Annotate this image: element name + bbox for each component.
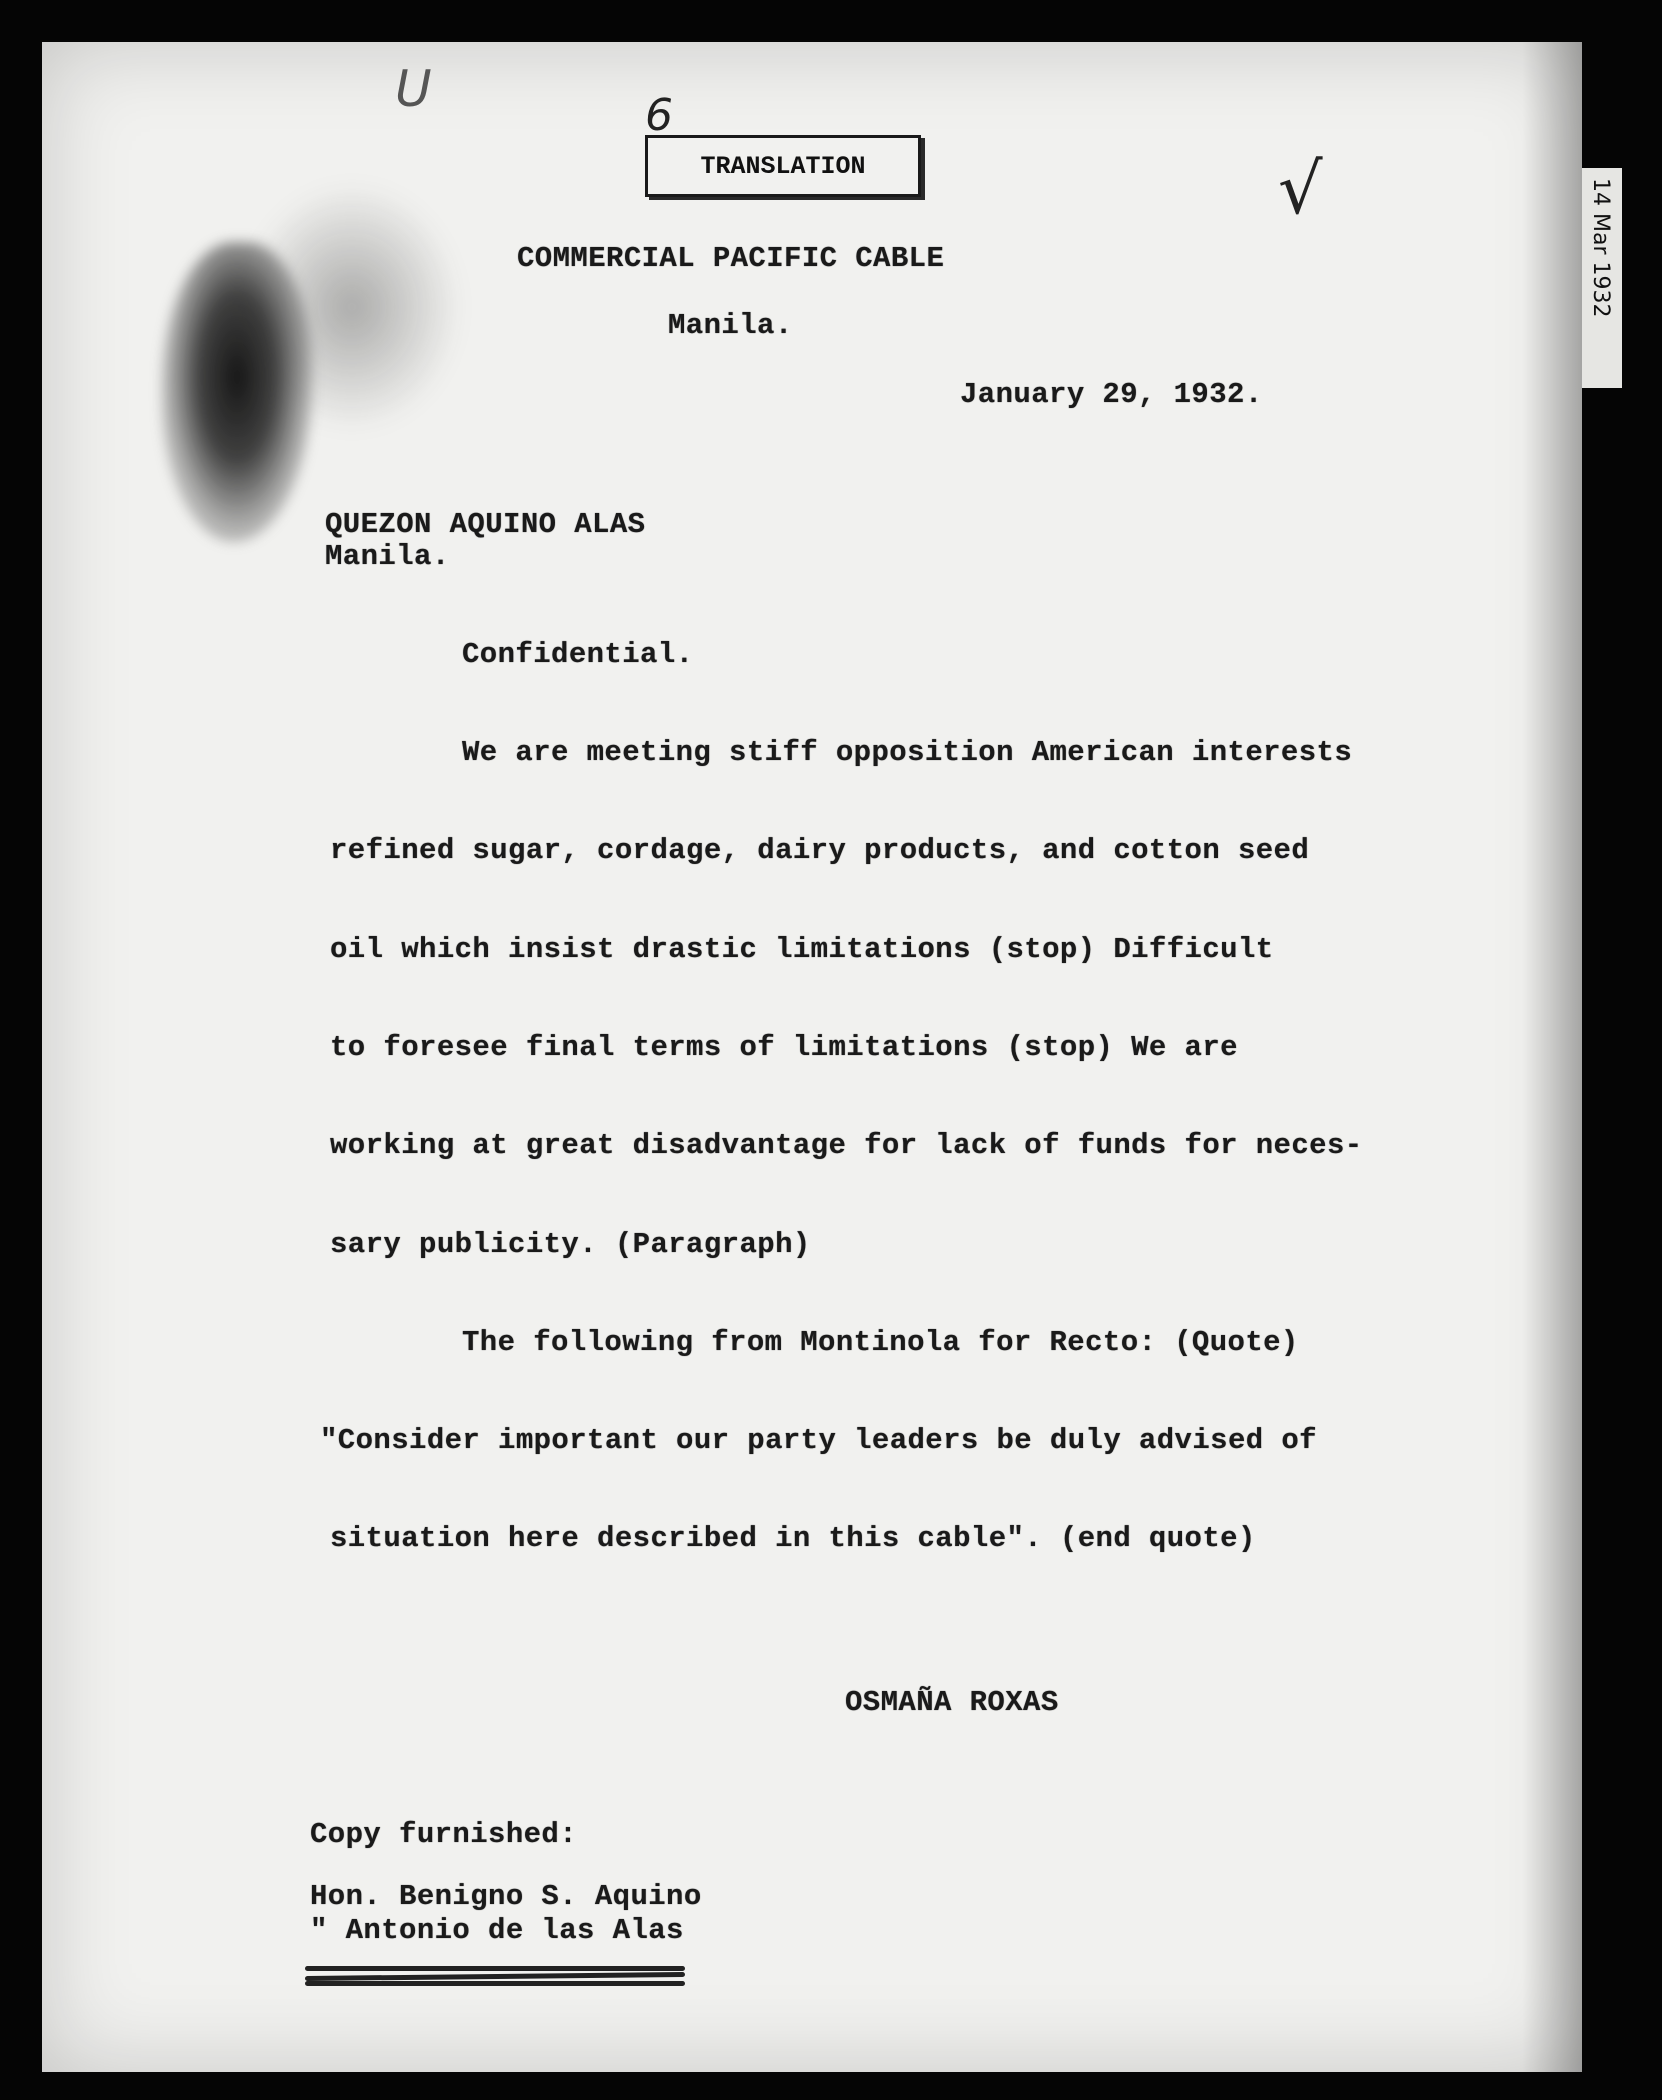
recipient-city: Manila. (325, 540, 450, 573)
margin-note-top: 6 (645, 90, 673, 141)
salutation: Confidential. (462, 638, 694, 671)
sheet-edge-shadow (1522, 42, 1582, 2072)
struck-out-line (305, 1962, 685, 1988)
body-line: to foresee final terms of limitations (stop) We are (330, 1031, 1238, 1064)
header-company: COMMERCIAL PACIFIC CABLE (517, 242, 945, 275)
copy-heading: Copy furnished: (310, 1818, 578, 1851)
header-city: Manila. (668, 309, 793, 342)
checkmark-icon: √ (1278, 148, 1323, 230)
copy-recipient: " Antonio de las Alas (310, 1914, 684, 1947)
header-date: January 29, 1932. (960, 378, 1263, 411)
body-line: We are meeting stiff opposition American interests (462, 736, 1353, 769)
translation-stamp (645, 135, 921, 197)
body-line: sary publicity. (Paragraph) (330, 1228, 811, 1261)
side-tab-note (1582, 168, 1622, 388)
copy-recipient: Hon. Benigno S. Aquino (310, 1880, 702, 1913)
recipient-name: QUEZON AQUINO ALAS (325, 508, 646, 541)
body-line: "Consider important our party leaders be duly advised of (320, 1424, 1317, 1457)
body-line: working at great disadvantage for lack of funds for neces- (330, 1129, 1363, 1162)
body-line: refined sugar, cordage, dairy products, and cotton seed (330, 834, 1310, 867)
body-line: oil which insist drastic limitations (stop) Difficult (330, 933, 1274, 966)
signature: OSMAÑA ROXAS (845, 1686, 1059, 1719)
side-tab-text: 14 Mar 1932 (1588, 178, 1613, 318)
ink-stain (162, 242, 312, 542)
body-line: The following from Montinola for Recto: (Quote) (462, 1326, 1299, 1359)
body-line: situation here described in this cable". (end quote) (330, 1522, 1256, 1555)
margin-note-left: U (395, 60, 432, 118)
stamp-label: TRANSLATION (700, 151, 866, 181)
